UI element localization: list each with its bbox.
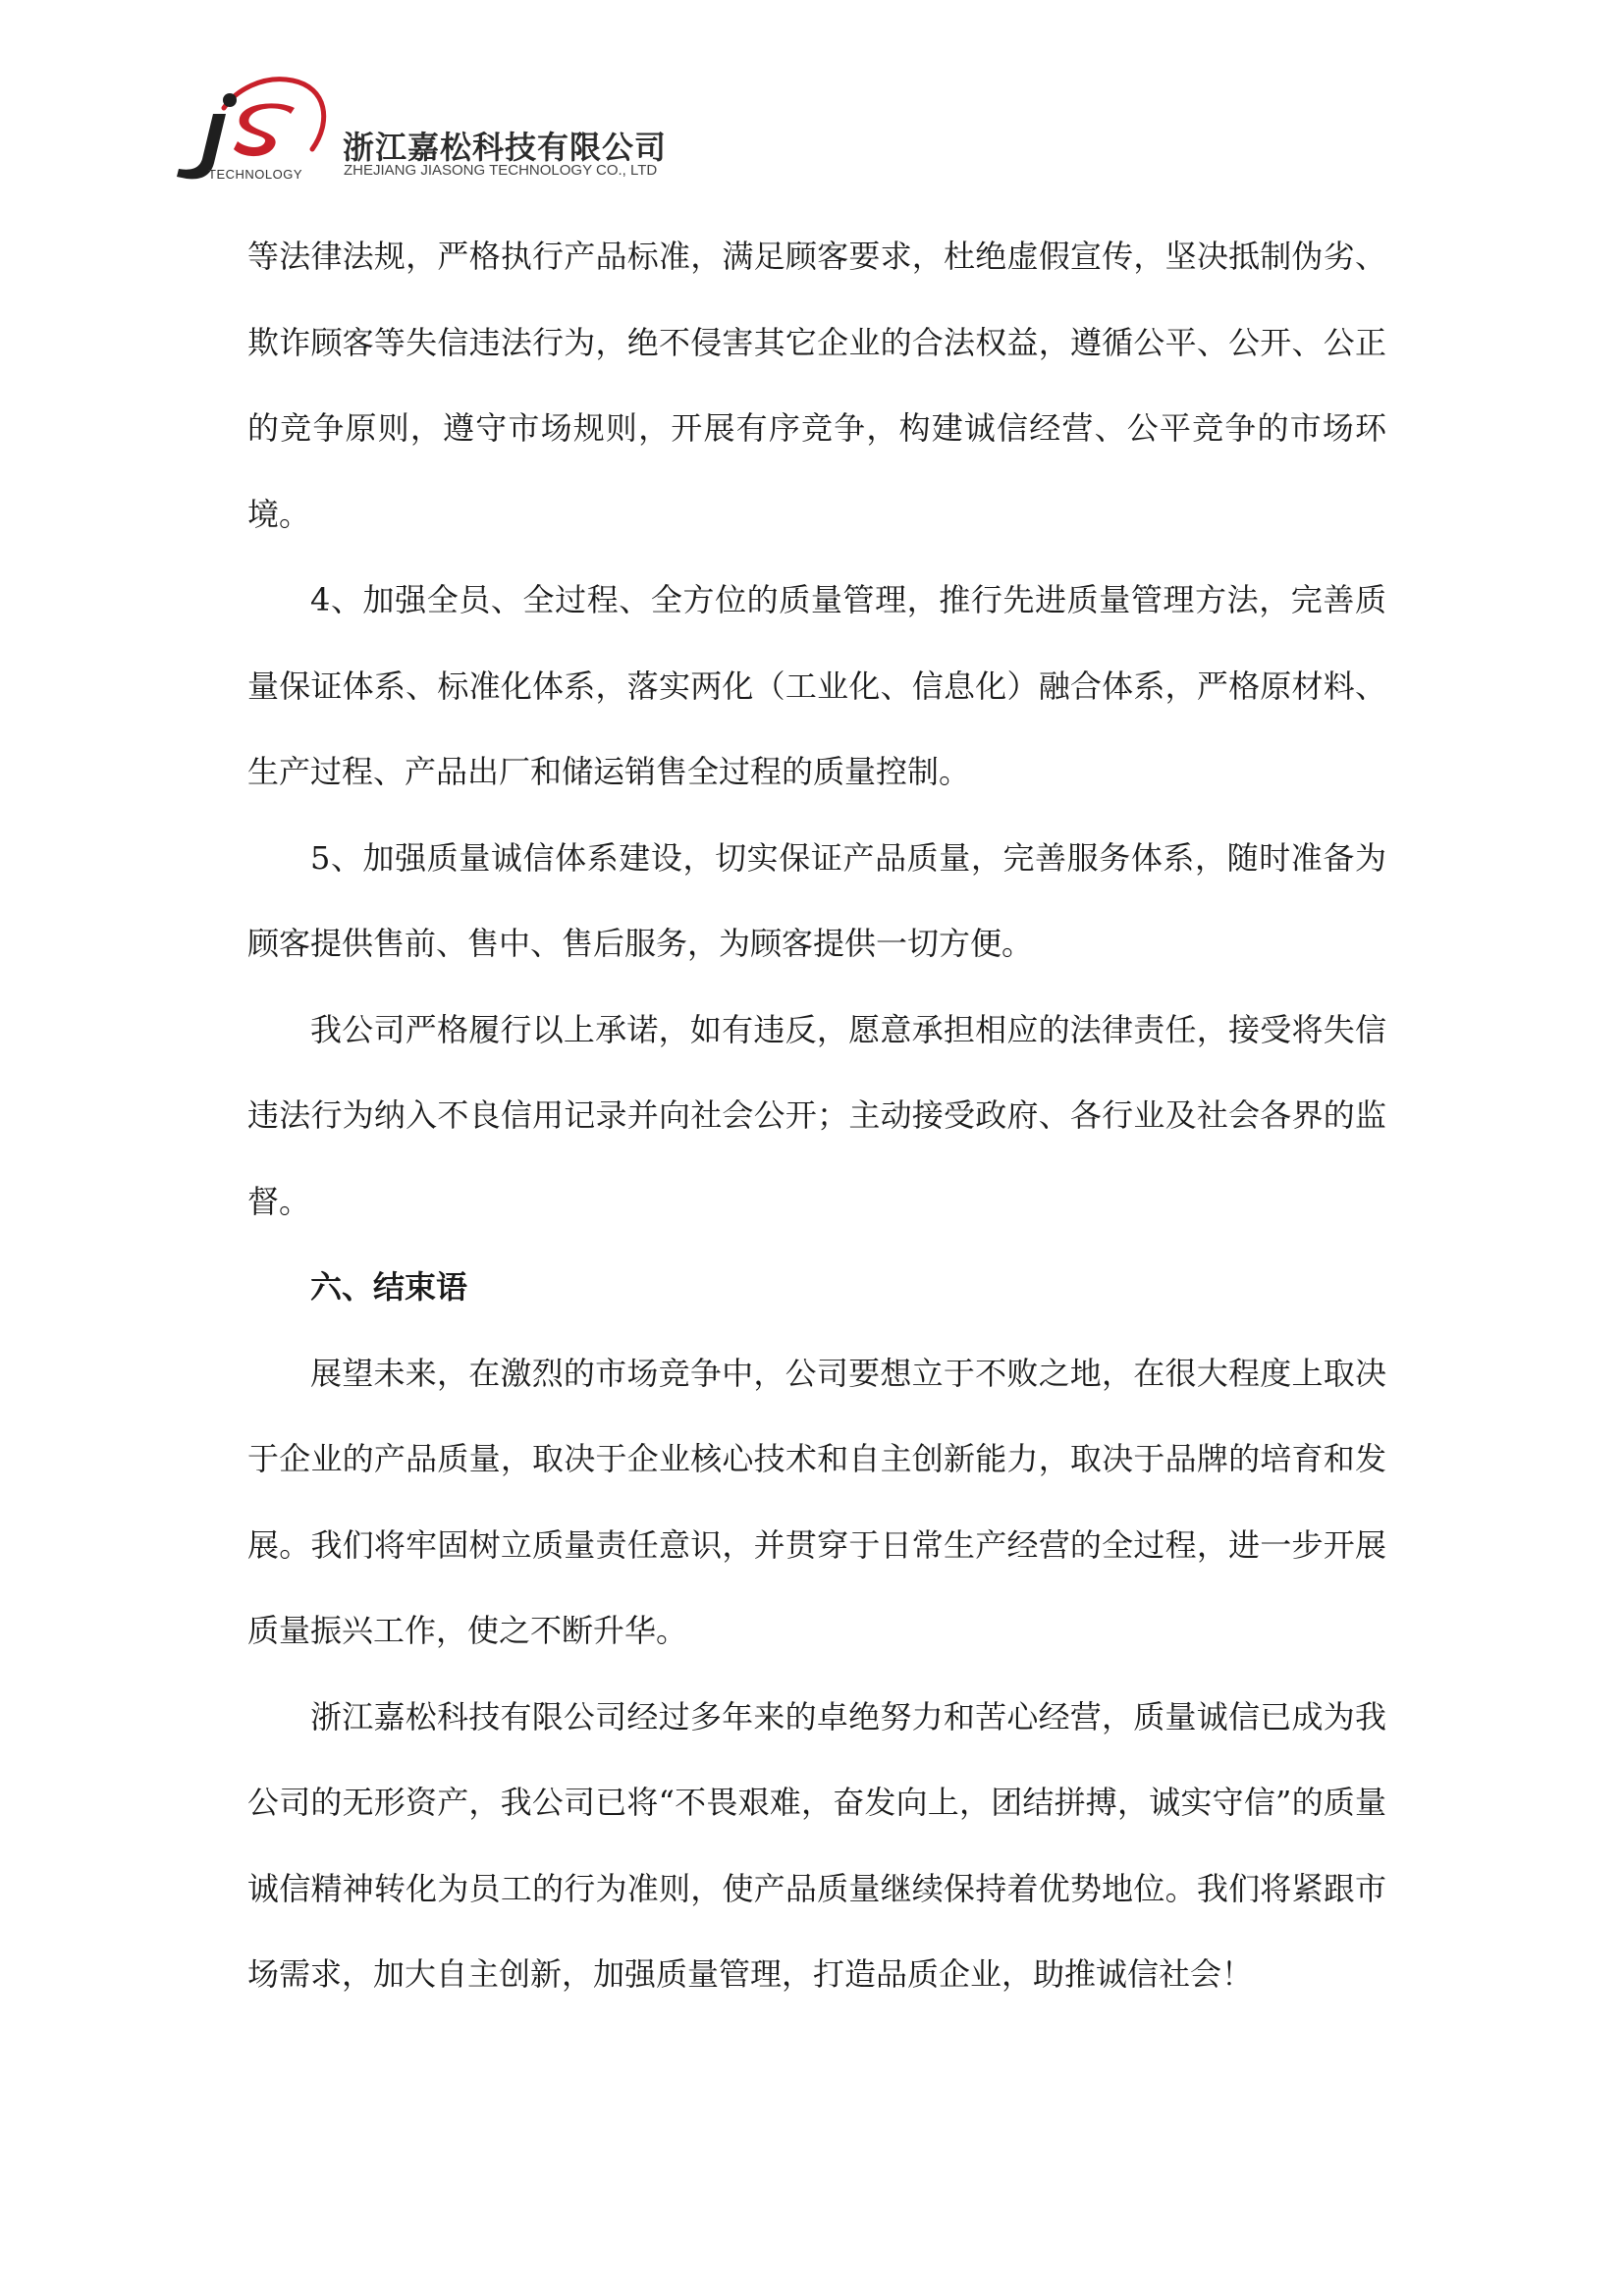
- section-heading: 六、结束语: [310, 1268, 468, 1306]
- company-name-cn: 浙江嘉松科技有限公司: [343, 129, 668, 166]
- logo-tagline: TECHNOLOGY: [208, 167, 303, 182]
- document-body: [247, 214, 1386, 2018]
- paragraph-item-4: 4、加强全员、全过程、全方位的质量管理，推行先进质量管理方法，完善质量保证体系、标准化体系，落实两化（工业化、信息化）融合体系，严格原材料、生产过程、产品出厂和储运销售全过程的质量控制。: [247, 581, 1386, 790]
- paragraph-item-5: 5、加强质量诚信体系建设，切实保证产品质量，完善服务体系，随时准备为顾客提供售前、售中、售后服务，为顾客提供一切方便。: [247, 838, 1386, 962]
- company-name-en: ZHEJIANG JIASONG TECHNOLOGY CO., LTD: [344, 162, 658, 179]
- paragraph-commitment: 我公司严格履行以上承诺，如有违反，愿意承担相应的法律责任，接受将失信违法行为纳入不良信用记录并向社会公开；主动接受政府、各行业及社会各界的监督。: [247, 1010, 1386, 1220]
- paragraph-outlook: 展望未来，在激烈的市场竞争中，公司要想立于不败之地，在很大程度上取决于企业的产品质量，取决于企业核心技术和自主创新能力，取决于品牌的培育和发展。我们将牢固树立质量责任意识，并贯穿于日常生产经营的全过程，进一步开展质量振兴工作，使之不断升华。: [247, 1354, 1386, 1649]
- paragraph-continuation: 等法律法规，严格执行产品标准，满足顾客要求，杜绝虚假宣传，坚决抵制伪劣、欺诈顾客等失信违法行为，绝不侵害其它企业的合法权益，遵循公平、公开、公正的竞争原则，遵守市场规则，开展有序竞争，构建诚信经营、公平竞争的市场环境。: [247, 238, 1386, 533]
- paragraph-closing: 浙江嘉松科技有限公司经过多年来的卓绝努力和苦心经营，质量诚信已成为我公司的无形资产，我公司已将“不畏艰难，奋发向上，团结拼搏，诚实守信”的质量诚信精神转化为员工的行为准则，使产品质量继续保持着优势地位。我们将紧跟市场需求，加大自主创新，加强质量管理，打造品质企业，助推诚信社会！: [247, 1697, 1386, 1993]
- letterhead: [165, 63, 715, 190]
